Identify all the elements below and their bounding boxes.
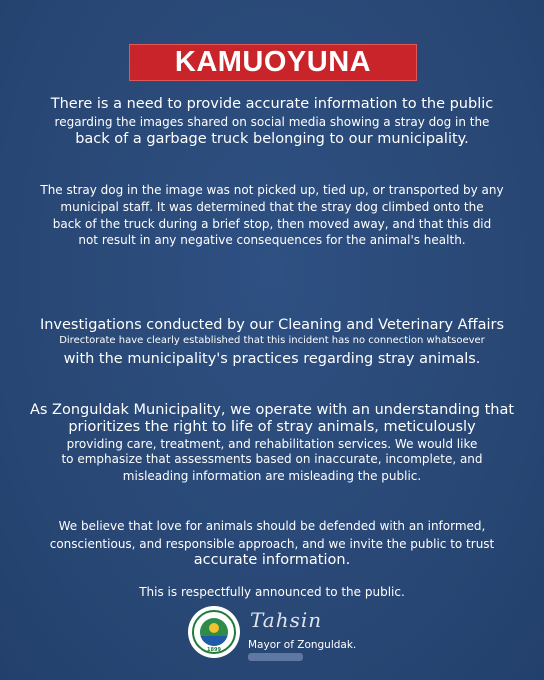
paragraph-5-line-1: We believe that love for animals should be defended with an informed, — [58, 519, 486, 533]
blurred-name — [248, 653, 303, 661]
paragraph-2-line-4: not result in any negative consequences for the animal's health. — [78, 233, 466, 247]
signatory-role: Mayor of Zonguldak. — [248, 639, 357, 651]
paragraph-2-line-3: back of the truck during a brief stop, then moved away, and that this did — [52, 217, 492, 231]
paragraph-4-line-5: misleading information are misleading the public. — [122, 469, 422, 483]
paragraph-3-line-2: Directorate have clearly established that this incident has no connection whatsoever — [59, 335, 485, 346]
paragraph-2-line-2: municipal staff. It was determined that the stray dog climbed onto the — [60, 200, 484, 214]
paragraph-5-line-2: conscientious, and responsible approach, and we invite the public to trust — [49, 537, 495, 551]
closing-line: This is respectfully announced to the public. — [139, 585, 405, 599]
title-banner — [129, 44, 417, 81]
municipality-seal-icon — [188, 606, 240, 658]
paragraph-2-line-1: The stray dog in the image was not picked up, tied up, or transported by any — [40, 183, 504, 197]
page-title: KAMUOYUNA — [174, 46, 372, 78]
paragraph-4-line-2: prioritizes the right to life of stray animals, meticulously — [68, 419, 476, 435]
paragraph-5-line-3: accurate information. — [193, 552, 351, 568]
paragraph-4-line-3: providing care, treatment, and rehabilitation services. We would like — [66, 437, 478, 451]
paragraph-4-line-1: As Zonguldak Municipality, we operate with an understanding that — [29, 402, 515, 418]
paragraph-3-line-1: Investigations conducted by our Cleaning and Veterinary Affairs — [39, 317, 505, 333]
seal-year: 1899 — [207, 647, 221, 653]
signature-block — [188, 606, 388, 666]
paragraph-1-line-1: There is a need to provide accurate information to the public — [50, 96, 494, 112]
paragraph-1-line-2: regarding the images shared on social media showing a stray dog in the — [54, 115, 490, 129]
handwritten-signature: Tahsin — [250, 608, 323, 632]
paragraph-3-line-3: with the municipality's practices regarding stray animals. — [63, 351, 481, 367]
paragraph-4-line-4: to emphasize that assessments based on inaccurate, incomplete, and — [61, 452, 483, 466]
paragraph-1-line-3: back of a garbage truck belonging to our municipality. — [75, 131, 469, 147]
